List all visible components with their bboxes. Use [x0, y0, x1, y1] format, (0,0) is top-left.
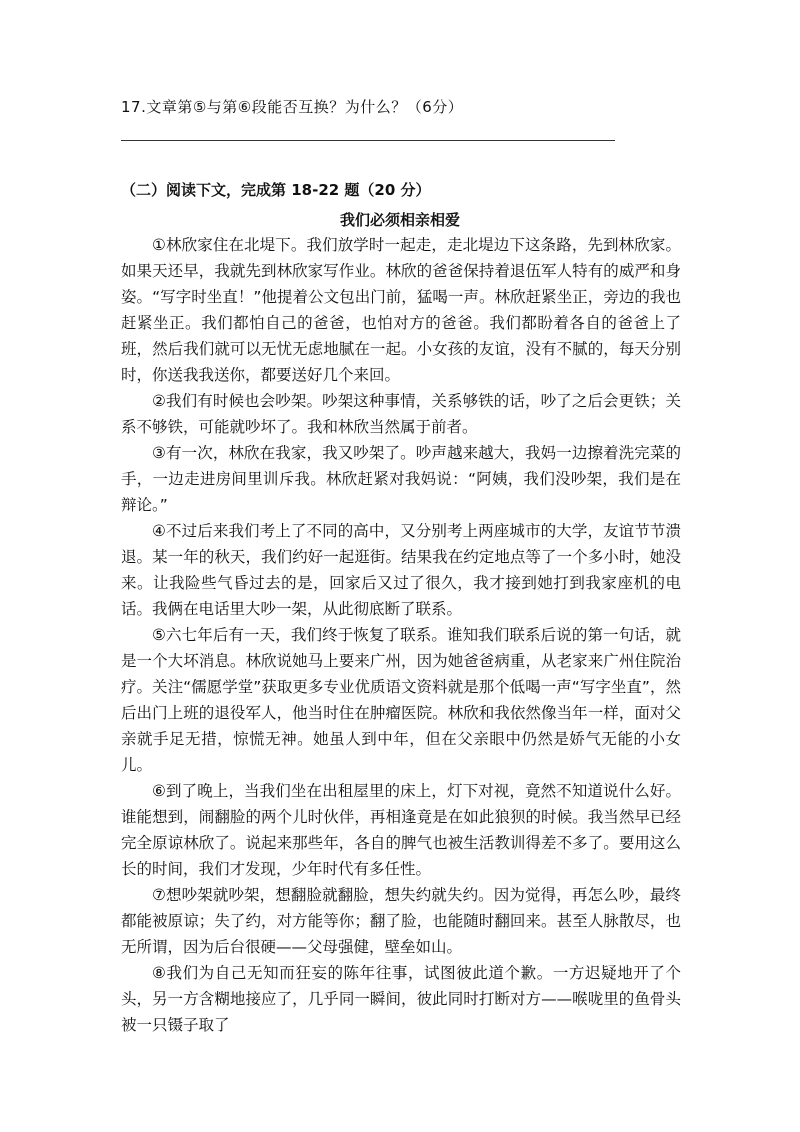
section-heading: （二）阅读下文，完成第 18-22 题（20 分） — [121, 181, 431, 199]
paragraph-2: ②我们有时候也会吵架。吵架这种事情，关系够铁的话，吵了之后会更铁；关系不够铁，可能就吵坏了。我和林欣当然属于前者。 — [121, 392, 681, 436]
paragraph-3: ③有一次，林欣在我家，我又吵架了。吵声越来越大，我妈一边擦着洗完菜的手，一边走进房间里训斥我。林欣赶紧对我妈说：“阿姨，我们没吵架，我们是在辩论。” — [121, 444, 681, 514]
paragraph-7: ⑦想吵架就吵架，想翻脸就翻脸，想失约就失约。因为觉得，再怎么吵，最终都能被原谅；失了约，对方能等你；翻了脸，也能随时翻回来。甚至人脉散尽，也无所谓，因为后台很硬——父母强健，壁垒如山。 — [121, 886, 681, 956]
article-body — [121, 232, 681, 1038]
paragraph-4: ④不过后来我们考上了不同的高中，又分别考上两座城市的大学，友谊节节溃退。某一年的秋天，我们约好一起逛街。结果我在约定地点等了一个多小时，她没来。让我险些气昏过去的是，回家后又过了很久，我才接到她打到我家座机的电话。我俩在电话里大吵一架，从此彻底断了联系。 — [121, 522, 681, 618]
paragraph-5: ⑤六七年后有一天，我们终于恢复了联系。谁知我们联系后说的第一句话，就是一个大坏消息。林欣说她马上要来广州，因为她爸爸病重，从老家来广州住院治疗。关注“儒愿学堂”获取更多专业优质语文资料就是那个低喝一声“写字坐直”，然后出门上班的退役军人，他当时住在肿瘤医院。林欣和我依然像当年一样，面对父亲就手足无措，惊慌无神。她虽人到中年，但在父亲眼中仍然是娇气无能的小女儿。 — [121, 626, 681, 774]
answer-line — [121, 140, 615, 141]
paragraph-6: ⑥到了晚上，当我们坐在出租屋里的床上，灯下对视，竟然不知道说什么好。谁能想到，闹翻脸的两个儿时伙伴，再相逢竟是在如此狼狈的时候。我当然早已经完全原谅林欣了。说起来那些年，各自的脾气也被生活教训得差不多了。要用这么长的时间，我们才发现，少年时代有多任性。 — [121, 782, 681, 878]
article-title: 我们必须相亲相爱 — [339, 211, 460, 229]
paragraph-1: ①林欣家住在北堤下。我们放学时一起走，走北堤边下这条路，先到林欣家。如果天还早，我就先到林欣家写作业。林欣的爸爸保持着退伍军人特有的威严和身姿。“写字时坐直！”他提着公文包出门前，猛喝一声。林欣赶紧坐正，旁边的我也赶紧坐正。我们都怕自己的爸爸，也怕对方的爸爸。我们都盼着各自的爸爸上了班，然后我们就可以无忧无虑地腻在一起。小女孩的友谊，没有不腻的，每天分别时，你送我我送你，都要送好几个来回。 — [121, 236, 681, 384]
paragraph-8: ⑧我们为自己无知而狂妄的陈年往事，试图彼此道个歉。一方迟疑地开了个头，另一方含糊地接应了，几乎同一瞬间，彼此同时打断对方——喉咙里的鱼骨头被一只镊子取了 — [121, 964, 681, 1034]
question-17: 17.文章第⑤与第⑥段能否互换？为什么？（6分） — [121, 98, 464, 116]
